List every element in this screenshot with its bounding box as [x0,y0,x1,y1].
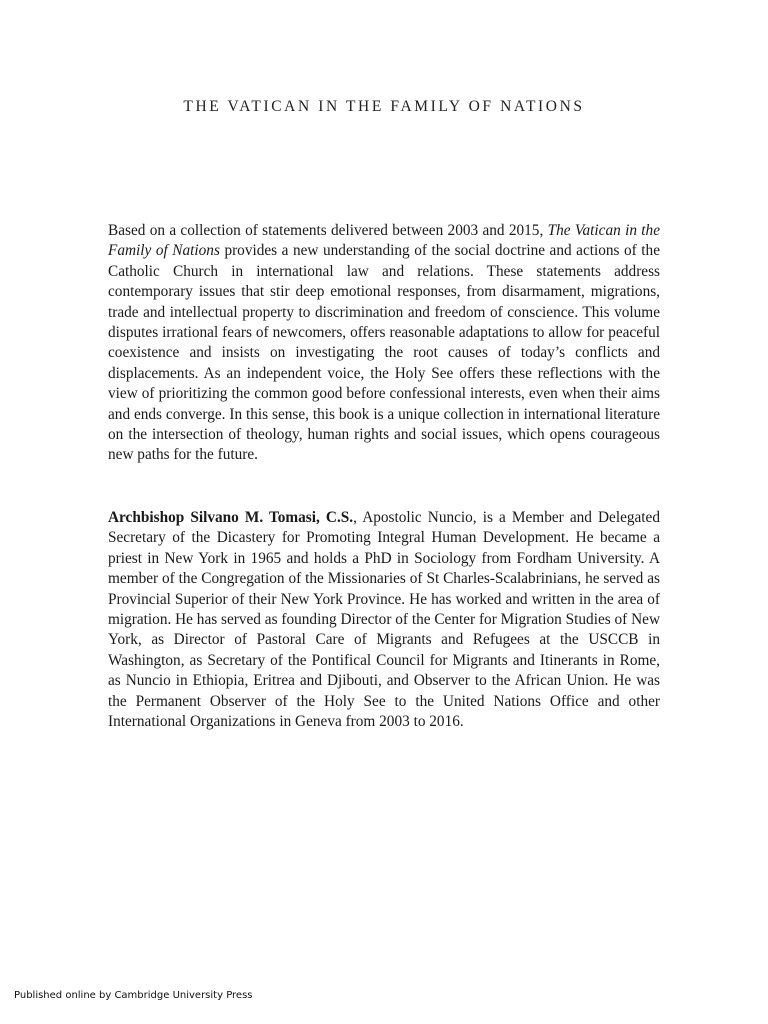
book-description-paragraph [108,221,660,466]
author-name: Archbishop Silvano M. Tomasi, C.S. [108,509,354,526]
book-title-italic: The Vatican in the Family of Nations [108,222,660,260]
author-bio-body: , Apostolic Nuncio, is a Member and Delegated Secretary of the Dicastery for Promoting Integral Human Development. He became a priest in New York in 1965 and holds a PhD in Sociology from Fordham University. A member of the Congregation of the Missionaries of St Charles-Scalabrinians, he served as Provincial Superior of their New York Province. He has worked and written in the area of migration. He has served as founding Director of the Center for Migration Studies of New York, as Director of Pastoral Care of Migrants and Refugees at the USCCB in Washington, as Secretary of the Pontifical Council for Migrants and Itinerants in Rome, as Nuncio in Ethiopia, Eritrea and Djibouti, and Observer to the African Union. He was the Permanent Observer of the Holy See to the United Nations Office and other International Organizations in Geneva from 2003 to 2016. [108,509,660,731]
author-bio-paragraph [108,508,660,732]
description-body: provides a new understanding of the social doctrine and actions of the Catholic Church in international law and relations. These statements address contemporary issues that stir deep emotional responses, from disarmament, migrations, trade and intellectual property to discrimination and freedom of conscience. This volume disputes irrational fears of newcomers, offers reasonable adaptations to allow for peaceful coexistence and insists on investigating the root causes of today’s conflicts and displacements. As an independent voice, the Holy See offers these reflections with the view of prioritizing the common good before confessional interests, even when their aims and ends converge. In this sense, this book is a unique collection in international literature on the intersection of theology, human rights and social issues, which opens courageous new paths for the future. [108,242,660,464]
description-lead: Based on a collection of statements delivered between 2003 and 2015, [108,222,548,239]
book-description [108,221,660,466]
page-title: THE VATICAN IN THE FAMILY OF NATIONS [183,98,585,115]
publisher-footer: Published online by Cambridge University Press [14,990,253,1001]
author-bio [108,508,660,732]
